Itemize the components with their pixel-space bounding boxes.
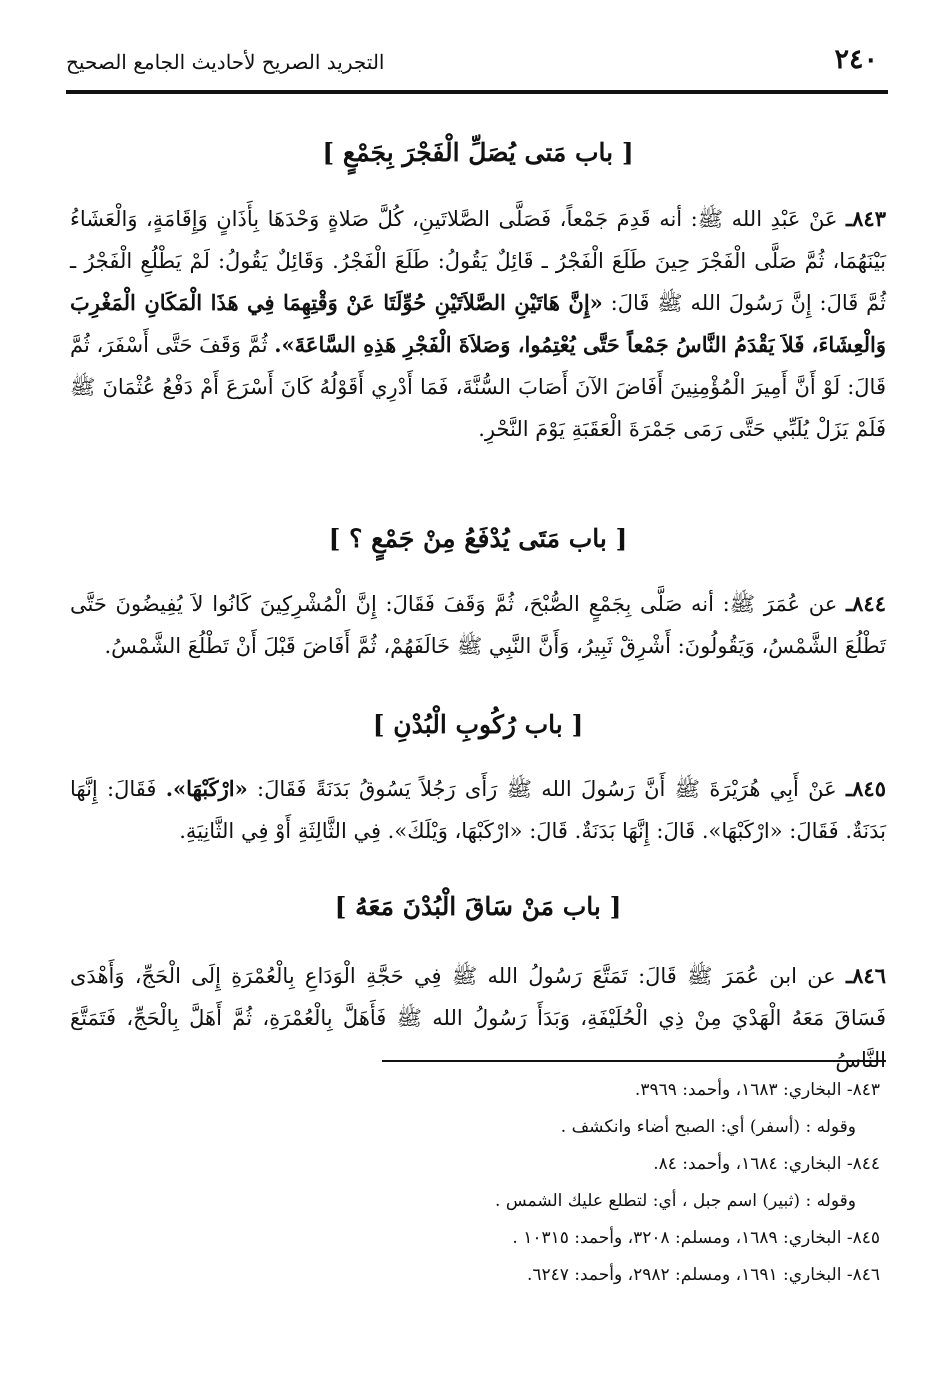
footnotes [300,1072,880,1294]
footnote-note-843: وقوله : (أسفر) أي: الصبح أضاء وانكشف . [560,1117,856,1137]
hadith-text [70,768,886,852]
hadith-number: ٨٤٥ـ [846,776,886,801]
hadith-number: ٨٤٤ـ [846,591,886,616]
hadith-number: ٨٤٦ـ [845,963,886,988]
footnote-846: ٨٤٦- البخاري: ١٦٩١، ومسلم: ٢٩٨٢، وأحمد: ٦٢٤٧. [526,1265,880,1285]
page-header [66,42,888,94]
footnote-divider [382,1060,886,1062]
hadith-843 [70,198,886,450]
chapter-heading: [ باب مَتَى يُدْفَعُ مِنْ جَمْعٍ ؟ ] [328,524,628,553]
hadith-body: عَنْ عَبْدِ الله ﷺ: أنه قَدِمَ جَمْعاً، فَصَلَّى الصَّلاتَينِ، كُلَّ صَلاةٍ وَحْدَهَا بِأَذَانٍ وَإِقَامَةٍ، وَالْعَشَاءُ بَيْنَهُمَا، ثُمَّ صَلَّى الْفَجْرَ حِينَ طَلَعَ الْفَجْرُ ـ قَائِلٌ يَقُولُ: طَلَعَ الْفَجْرُ. وَقَائِلٌ يَقُولُ: لَمْ يَطْلُعِ الْفَجْرُ ـ ثُمَّ قَالَ: إِنَّ رَسُولَ الله ﷺ قَالَ: [70,207,886,315]
hadith-text [70,955,886,1081]
prophet-quote: «إِنَّ هَاتَيْنِ الصَّلاَتَيْنِ حُوِّلَتَا عَنْ وَقْتِهِمَا فِي هَذَا الْمَكَانِ الْمَغْرِبَ وَالْعِشَاءَ، فَلاَ يَقْدَمُ النَّاسُ جَمْعاً حَتَّى يُعْتِمُوا، وَصَلاَةَ الْفَجْرِ هَذِهِ السَّاعَةَ». [70,290,886,357]
footnote-844: ٨٤٤- البخاري: ١٦٨٤، وأحمد: ٨٤. [653,1154,880,1174]
footnote-845: ٨٤٥- البخاري: ١٦٨٩، ومسلم: ٣٢٠٨، وأحمد: ١٠٣١٥ . [512,1228,880,1248]
hadith-text [70,583,886,667]
hadith-body: عَنْ أَبِي هُرَيْرَةَ ﷺ أَنَّ رَسُولَ الله ﷺ رَأَى رَجُلاً يَسُوقُ بَدَنَةً فَقَالَ: [257,777,837,801]
hadith-body-continued: ثُمَّ وَقَفَ حَتَّى أَسْفَرَ، ثُمَّ قَالَ: لَوْ أَنَّ أَمِيرَ الْمُؤْمِنِينَ أَفَاضَ الآنَ أَصَابَ السُّنَّةَ، فَمَا أَدْرِي أَقَوْلُهُ كَانَ أَسْرَعَ أَمْ دَفْعُ عُثْمَانَ ﷺ فَلَمْ يَزَلْ يُلَبِّي حَتَّى رَمَى جَمْرَةَ الْعَقَبَةِ يَوْمَ النَّحْرِ. [70,333,886,441]
hadith-body: عن ابن عُمَرَ ﷺ قَالَ: تَمَتَّعَ رَسُولُ الله ﷺ فِي حَجَّةِ الْوَدَاعِ بِالْعُمْرَةِ إِلَى الْحَجِّ، وَأَهْدَى فَسَاقَ مَعَهُ الْهَدْيَ مِنْ ذِي الْحُلَيْفَةِ، وَبَدَأَ رَسُولُ الله ﷺ فَأَهَلَّ بِالْعُمْرَةِ، ثُمَّ أَهَلَّ بِالْحَجِّ، فَتَمَتَّعَ النَّاسُ [70,964,886,1072]
hadith-text [70,198,886,450]
page-number: ٢٤٠ [834,44,878,75]
section-844 [70,524,886,553]
chapter-heading: [ باب مَتى يُصَلِّ الْفَجْرَ بِجَمْعٍ ] [322,138,634,167]
hadith-body: عن عُمَرَ ﷺ: أنه صَلَّى بِجَمْعٍ الصُّبْحَ، ثُمَّ وَقَفَ فَقَالَ: إِنَّ الْمُشْرِكِينَ كَانُوا لاَ يُفِيضُونَ حَتَّى تَطْلُعَ الشَّمْسُ، وَيَقُولُونَ: أَشْرِقْ ثَبِيرُ، وَأَنَّ النَّبِي ﷺ خَالَفَهُمْ، ثُمَّ أَفَاضَ قَبْلَ أَنْ تَطْلُعَ الشَّمْسُ. [70,592,886,658]
chapter-heading: [ باب مَنْ سَاقَ الْبُدْنَ مَعَهُ ] [334,892,622,921]
hadith-844 [70,583,886,667]
chapter-heading: [ باب رُكُوبِ الْبُدْنِ ] [372,710,584,739]
prophet-quote: «ارْكَبْهَا». [165,776,248,801]
footnote-note-844: وقوله : (ثبير) اسم جبل ، أي: لتطلع عليك الشمس . [495,1191,856,1211]
hadith-body-continued: فَقَالَ: إِنَّهَا بَدَنَةٌ. فَقَالَ: «ارْكَبْهَا». قَالَ: إِنَّهَا بَدَنَةٌ. قَالَ: «ارْكَبْهَا، وَيْلَكَ». فِي الثَّالِثَةِ أَوْ فِي الثَّانِيَةِ. [70,777,886,843]
section-846 [70,892,886,921]
hadith-846 [70,955,886,1081]
running-title: التجريد الصريح لأحاديث الجامع الصحيح [66,50,385,74]
hadith-number: ٨٤٣ـ [846,206,886,231]
section-843 [70,138,886,167]
hadith-845 [70,768,886,852]
section-845 [70,710,886,739]
footnote-843: ٨٤٣- البخاري: ١٦٨٣، وأحمد: ٣٩٦٩. [634,1080,880,1100]
